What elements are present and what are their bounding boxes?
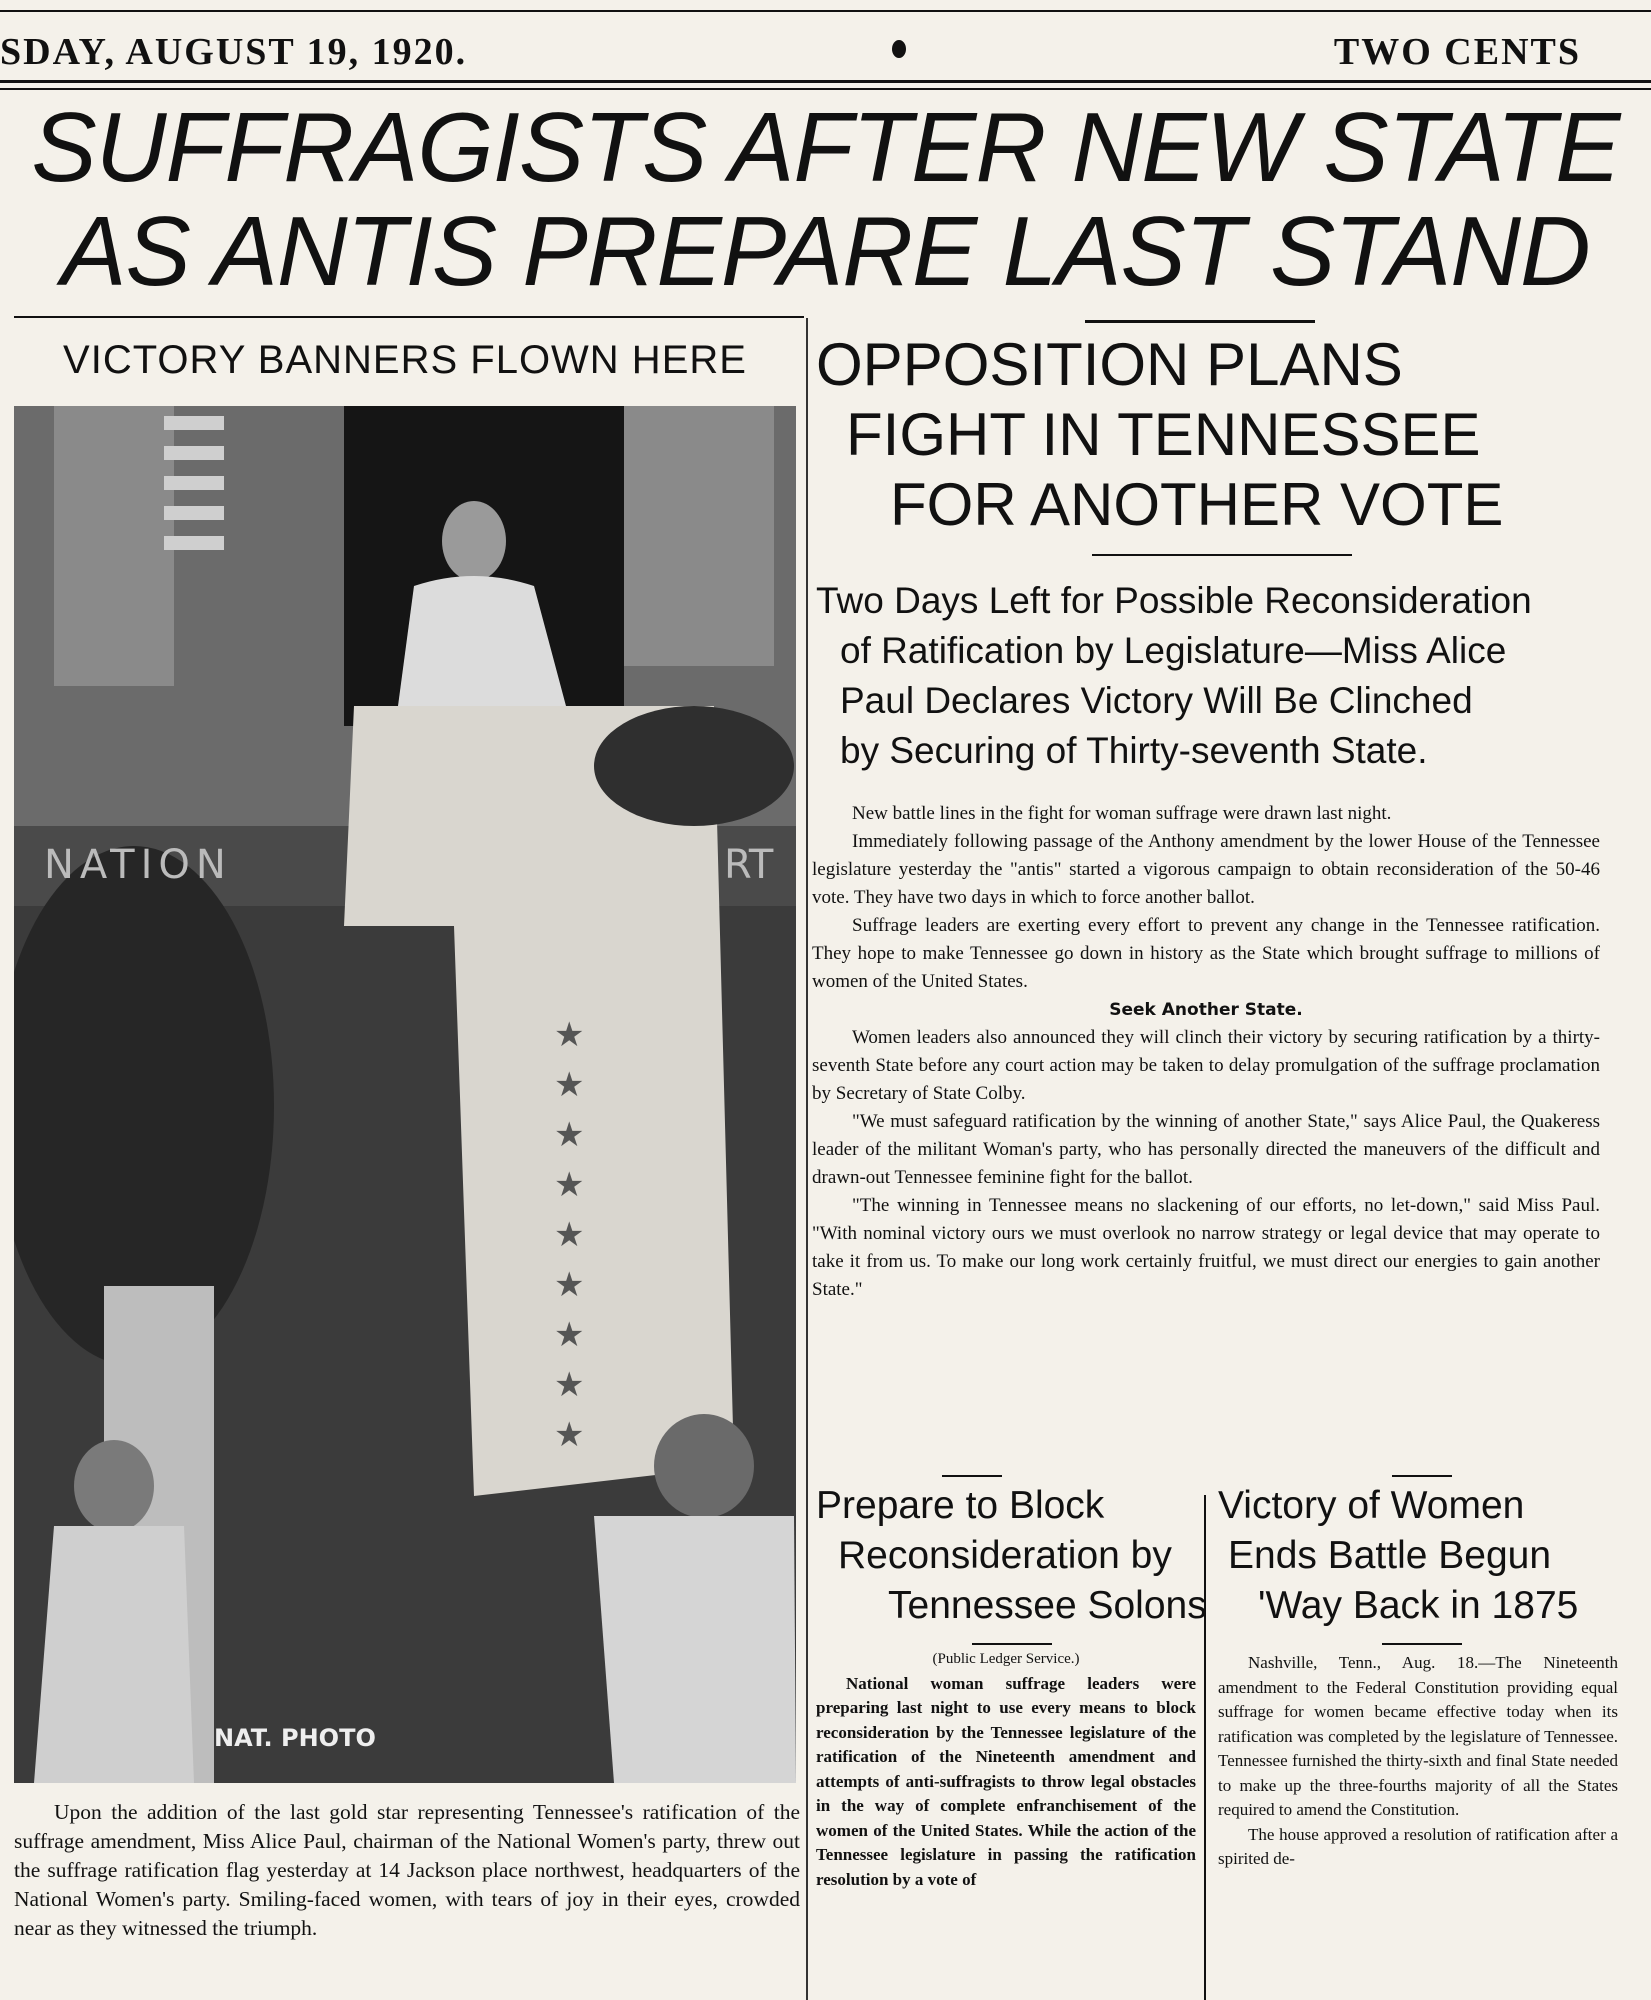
story-subhead: Seek Another State. xyxy=(1109,1000,1303,1020)
lower-separator xyxy=(1204,1495,1206,2000)
photo-heading: VICTORY BANNERS FLOWN HERE xyxy=(63,338,747,382)
story-headline-1: OPPOSITION PLANS xyxy=(816,331,1403,398)
story-right-text: Nashville, Tenn., Aug. 18.—The Nineteenth amendment to the Federal Constitution providing equal suffrage for women became effective today when its ratification was completed by the legislature of Tennessee. Tennessee furnished the thirty-sixth and final State needed to make up the three-fourths majority of all the States required to amend the Constitution. xyxy=(1218,1653,1618,1819)
svg-text:★: ★ xyxy=(554,1365,585,1405)
story-left-text: National woman suffrage leaders were preparing last night to use every means to block reconsideration by the Tennessee legislature of the ratification of the Nineteenth amendment and attempts of anti-suffragists to throw legal obstacles in the way of complete enfranchisement of the women of the United States. While the action of the Tennessee legislature in passing the ratification resolution by a vote of xyxy=(816,1673,1196,1889)
svg-text:★: ★ xyxy=(554,1015,585,1055)
svg-text:★: ★ xyxy=(554,1265,585,1305)
masthead-rule-2 xyxy=(0,88,1651,90)
story-headline-3: FOR ANOTHER VOTE xyxy=(890,471,1504,538)
story-right-head-3: 'Way Back in 1875 xyxy=(1258,1584,1579,1627)
masthead-ornament xyxy=(892,40,906,58)
top-rule xyxy=(0,10,1651,12)
masthead xyxy=(0,22,1651,82)
lower-stories xyxy=(812,1475,1651,2000)
story-headline-2: FIGHT IN TENNESSEE xyxy=(846,401,1481,468)
column-separator xyxy=(806,318,808,2000)
svg-text:★: ★ xyxy=(554,1065,585,1105)
svg-text:★: ★ xyxy=(554,1415,585,1455)
masthead-rule xyxy=(0,80,1651,83)
story-right-head-1: Victory of Women xyxy=(1218,1484,1525,1527)
story-paragraph: Women leaders also announced they will clinch their victory by securing ratification by a thirty-seventh State before any court action may be taken to delay promulgation of the suffrage proclamation by Secretary of State Colby. xyxy=(812,1027,1600,1104)
photo-sign-right: RT xyxy=(724,842,774,888)
dateline: SDAY, AUGUST 19, 1920. xyxy=(0,31,468,73)
story-paragraph: Immediately following passage of the Anthony amendment by the lower House of the Tennessee legislature yesterday the "antis" started a vigorous campaign to obtain reconsideration of the 50-46 vote. They have two days in which to force another ballot. xyxy=(812,831,1600,908)
story-headline xyxy=(816,330,1616,540)
story-left-credit: (Public Ledger Service.) xyxy=(932,1651,1080,1667)
story-body xyxy=(812,800,1600,1304)
story-paragraph: Suffrage leaders are exerting every effort to prevent any change in the Tennessee ratification. They hope to make Tennessee go down in history as the State which brought suffrage to millions of women of the United States. xyxy=(812,915,1600,992)
headline-line-1: SUFFRAGISTS AFTER NEW STATE xyxy=(31,92,1620,202)
story-paragraph: "We must safeguard ratification by the winning of another State," says Alice Paul, the Quakeress leader of the militant Woman's party, who has personally directed the maneuvers of the difficult and drawn-out Tennessee feminine fight for the ballot. xyxy=(812,1111,1600,1188)
story-paragraph: "The winning in Tennessee means no slackening of our efforts, no let-down," said Miss Paul. "With nominal victory ours we must overlook no narrow strategy or legal device that may operate to take it from us. To make our long work certainly fruitful, we must direct our energies to gain another State." xyxy=(812,1195,1600,1300)
deck-line-3: Paul Declares Victory Will Be Clinched xyxy=(840,680,1473,721)
news-photo xyxy=(14,406,796,1783)
photo-caption: Upon the addition of the last gold star representing Tennessee's ratification of the suffrage amendment, Miss Alice Paul, chairman of the National Women's party, threw out the suffrage ratification flag yesterday at 14 Jackson place northwest, headquarters of the National Women's party. Smiling-faced women, with tears of joy in their eyes, crowded near as they witnessed the triumph. xyxy=(14,1800,800,1940)
deck-line-4: by Securing of Thirty-seventh State. xyxy=(840,730,1428,771)
story-left-rule xyxy=(972,1643,1052,1645)
svg-text:★: ★ xyxy=(554,1215,585,1255)
story-right-body xyxy=(1218,1651,1618,1872)
story-left-headline xyxy=(816,1481,1207,1631)
deck-line-2: of Ratification by Legislature—Miss Alice xyxy=(840,630,1507,671)
story-left-head-3: Tennessee Solons xyxy=(888,1584,1207,1627)
price: TWO CENTS xyxy=(1333,31,1581,73)
photo-illustration xyxy=(14,406,796,1783)
photo-sign-left: NATION xyxy=(44,842,232,888)
right-rule xyxy=(1085,320,1315,323)
lower-rule-right xyxy=(1392,1475,1452,1477)
story-right-headline xyxy=(1218,1481,1638,1631)
story-left-body xyxy=(816,1647,1196,1892)
story-right-text: The house approved a resolution of ratification after a spirited de- xyxy=(1218,1824,1618,1868)
svg-text:★: ★ xyxy=(554,1165,585,1205)
story-right-head-2: Ends Battle Begun xyxy=(1228,1534,1552,1577)
headline-rule xyxy=(1092,554,1352,556)
deck-line-1: Two Days Left for Possible Reconsideration xyxy=(816,580,1532,621)
story-right-rule xyxy=(1382,1643,1462,1645)
story-paragraph: New battle lines in the fight for woman suffrage were drawn last night. xyxy=(852,803,1392,824)
left-column xyxy=(0,318,810,2000)
story-left-head-1: Prepare to Block xyxy=(816,1484,1105,1527)
lower-rule-left xyxy=(942,1475,1002,1477)
headline-line-2: AS ANTIS PREPARE LAST STAND xyxy=(61,196,1590,306)
story-left-head-2: Reconsideration by xyxy=(838,1534,1172,1577)
photo-credit: NAT. PHOTO xyxy=(214,1724,376,1752)
svg-text:★: ★ xyxy=(554,1315,585,1355)
story-deck xyxy=(816,576,1616,776)
svg-text:★: ★ xyxy=(554,1115,585,1155)
main-headline xyxy=(0,92,1651,306)
